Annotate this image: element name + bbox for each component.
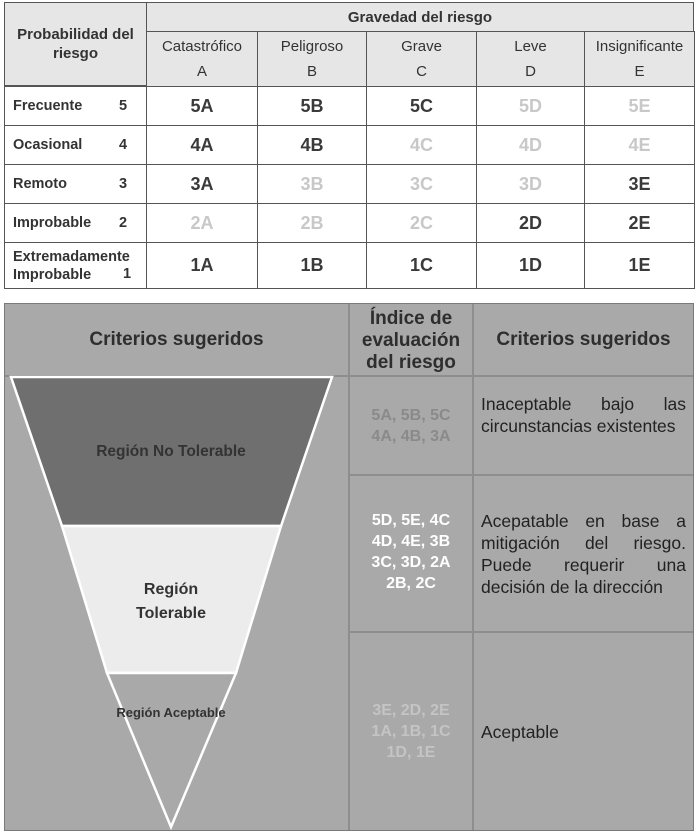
severity-column-header: [476, 31, 585, 87]
severity-name: Peligroso: [280, 38, 344, 55]
severity-name: Leve: [514, 38, 547, 55]
risk-matrix: [4, 2, 694, 289]
severity-column-header: [257, 31, 367, 87]
risk-cell: 5C: [366, 86, 477, 126]
risk-cell: 5D: [476, 86, 585, 126]
probability-header: Probabilidad del riesgo: [4, 2, 147, 86]
region-no-tolerable-label: Región No Tolerable: [96, 443, 246, 460]
severity-name: Insignificante: [595, 38, 684, 55]
risk-cell: 2D: [476, 203, 585, 243]
region-tolerable-shape: [62, 526, 281, 673]
column-divider: [472, 304, 474, 830]
probability-row-label: [4, 125, 147, 165]
probability-row-label: [4, 164, 147, 204]
probability-row-label: [4, 86, 147, 126]
probability-name: Remoto: [13, 176, 67, 192]
probability-row-label: [4, 203, 147, 243]
risk-cell: 4C: [366, 125, 477, 165]
severity-letter: A: [196, 63, 207, 80]
criteria-panel: [4, 303, 694, 831]
index-tolerable: 5D, 5E, 4C 4D, 4E, 3B 3C, 3D, 2A 2B, 2C: [371, 512, 451, 592]
risk-cell: 4D: [476, 125, 585, 165]
severity-name: Catastrófico: [161, 38, 243, 55]
probability-number: 5: [119, 98, 128, 114]
risk-cell: 5A: [146, 86, 258, 126]
criterion-no-tolerable: Inaceptable bajo las circunstancias existentes: [481, 394, 686, 436]
risk-cell: 5E: [584, 86, 695, 126]
index-no-tolerable: 5A, 5B, 5C 4A, 4B, 3A: [371, 407, 451, 445]
severity-column-header: [584, 31, 695, 87]
region-tolerable-label-line1: Región: [143, 581, 199, 598]
risk-cell: 1C: [366, 242, 477, 289]
region-aceptable-shape: [107, 673, 236, 827]
risk-cell: 4B: [257, 125, 367, 165]
risk-region-triangle: [5, 375, 348, 832]
severity-letter: B: [306, 63, 317, 80]
probability-name: Improbable: [13, 215, 92, 231]
region-tolerable-label-line2: Tolerable: [136, 605, 206, 622]
row-divider: [348, 631, 693, 633]
risk-cell: 5B: [257, 86, 367, 126]
risk-cell: 1A: [146, 242, 258, 289]
risk-cell: 3B: [257, 164, 367, 204]
risk-cell: 4E: [584, 125, 695, 165]
region-aceptable-label: Región Aceptable: [116, 705, 226, 720]
risk-cell: 4A: [146, 125, 258, 165]
row-divider: [348, 474, 693, 476]
risk-cell: 1D: [476, 242, 585, 289]
risk-cell: 2B: [257, 203, 367, 243]
probability-number: 1: [123, 266, 132, 282]
risk-cell: 1B: [257, 242, 367, 289]
criteria-left-header: Criterios sugeridos: [89, 328, 264, 350]
index-aceptable: 3E, 2D, 2E 1A, 1B, 1C 1D, 1E: [371, 702, 451, 761]
probability-name-line1: Extremadamente: [13, 249, 130, 265]
severity-name: Grave: [401, 38, 442, 55]
probability-number: 3: [119, 176, 128, 192]
risk-cell: 2C: [366, 203, 477, 243]
severity-letter: E: [634, 63, 645, 80]
severity-header: Gravedad del riesgo: [146, 2, 694, 32]
risk-cell: 2E: [584, 203, 695, 243]
criterion-tolerable: Acepatable en base a mitigación del riesgo. Puede requerir una decisión de la dirección: [481, 511, 686, 597]
risk-cell: 1E: [584, 242, 695, 289]
risk-cell: 3D: [476, 164, 585, 204]
probability-name: [13, 248, 130, 284]
probability-name: Ocasional: [13, 137, 83, 153]
risk-cell: 3A: [146, 164, 258, 204]
criteria-right-header: Criterios sugeridos: [496, 328, 671, 350]
risk-cell: 2A: [146, 203, 258, 243]
severity-letter: D: [525, 63, 536, 80]
probability-number: 2: [119, 215, 128, 231]
severity-column-header: [146, 31, 258, 87]
risk-cell: 3C: [366, 164, 477, 204]
criterion-aceptable: Aceptable: [481, 722, 559, 742]
probability-name-line2: Improbable: [13, 267, 92, 283]
probability-number: 4: [119, 137, 128, 153]
probability-name: Frecuente: [13, 98, 83, 114]
severity-column-header: [366, 31, 477, 87]
severity-letter: C: [416, 63, 427, 80]
risk-index-header: Índice de evaluación del riesgo: [361, 307, 461, 373]
risk-cell: 3E: [584, 164, 695, 204]
probability-row-label: [4, 242, 147, 289]
